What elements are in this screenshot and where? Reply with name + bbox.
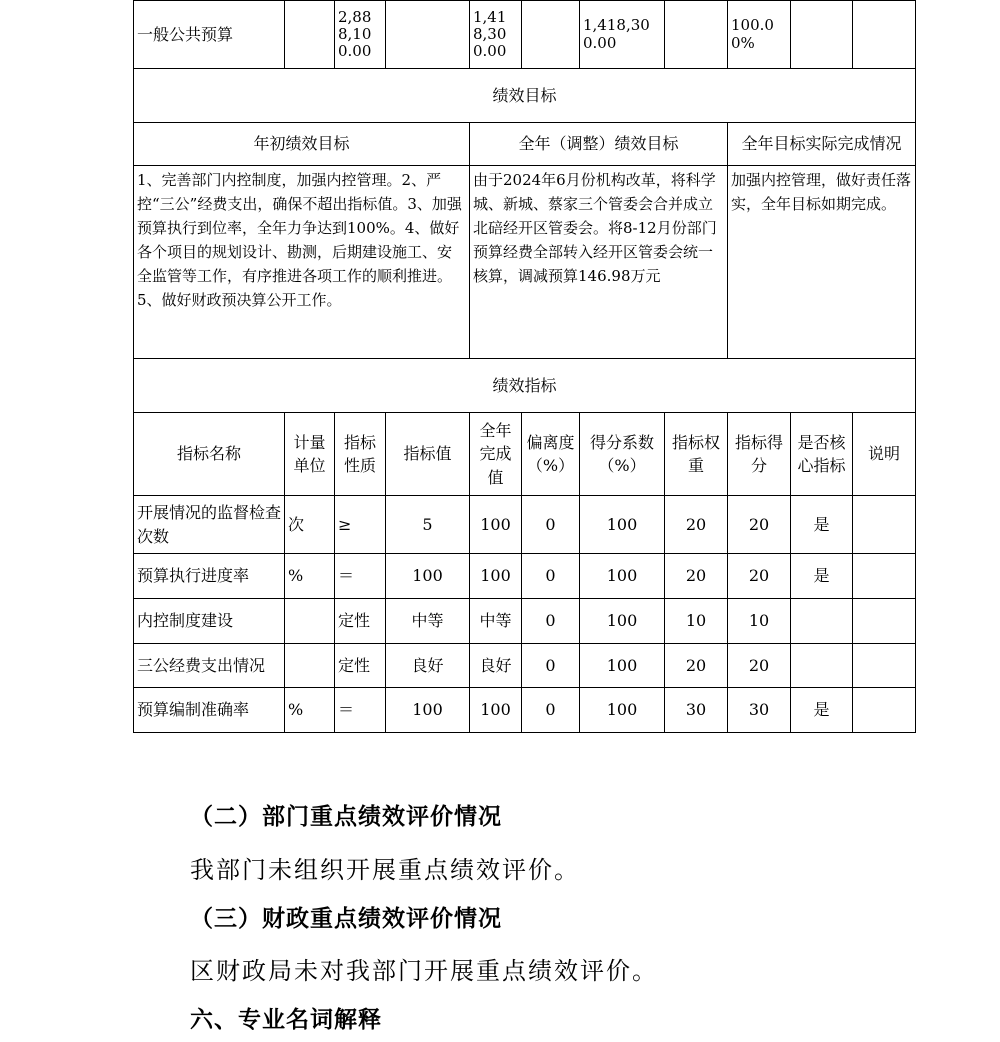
- indicator-deviation: 0: [522, 688, 580, 733]
- header-weight: 指标权重: [665, 413, 728, 496]
- indicator-score: 20: [728, 644, 791, 688]
- indicator-target: 良好: [386, 644, 470, 688]
- indicator-name: 开展情况的监督检查次数: [134, 496, 285, 554]
- header-score: 指标得分: [728, 413, 791, 496]
- budget-cell: 2,888,100.00: [335, 1, 386, 69]
- budget-cell: [791, 1, 853, 69]
- indicator-core: [791, 644, 853, 688]
- indicator-deviation: 0: [522, 554, 580, 599]
- actual-completion-text: 加强内控管理，做好责任落实，全年目标如期完成。: [728, 166, 916, 359]
- section-heading-2: （二）部门重点绩效评价情况: [190, 803, 502, 830]
- indicator-coefficient: 100: [580, 599, 665, 644]
- indicators-section-title: 绩效指标: [134, 359, 916, 413]
- indicator-deviation: 0: [522, 599, 580, 644]
- table-row: [134, 599, 916, 644]
- indicator-target: 100: [386, 554, 470, 599]
- performance-table: [133, 0, 916, 733]
- indicator-deviation: 0: [522, 644, 580, 688]
- indicator-note: [853, 688, 916, 733]
- budget-cell: [285, 1, 335, 69]
- initial-goal-header: 年初绩效目标: [134, 123, 470, 166]
- indicator-weight: 20: [665, 496, 728, 554]
- indicator-actual: 100: [470, 496, 522, 554]
- indicator-unit: 次: [285, 496, 335, 554]
- indicator-weight: 10: [665, 599, 728, 644]
- budget-cell: [665, 1, 728, 69]
- indicator-nature: ＝: [335, 688, 386, 733]
- indicator-nature: 定性: [335, 599, 386, 644]
- budget-cell: [522, 1, 580, 69]
- indicator-unit: %: [285, 688, 335, 733]
- indicator-score: 20: [728, 554, 791, 599]
- header-indicator-name: 指标名称: [134, 413, 285, 496]
- indicator-deviation: 0: [522, 496, 580, 554]
- indicator-target: 中等: [386, 599, 470, 644]
- header-note: 说明: [853, 413, 916, 496]
- indicator-score: 20: [728, 496, 791, 554]
- header-actual: 全年完成值: [470, 413, 522, 496]
- indicator-core: 是: [791, 554, 853, 599]
- actual-completion-header: 全年目标实际完成情况: [728, 123, 916, 166]
- table-row: [134, 554, 916, 599]
- budget-cell: [853, 1, 916, 69]
- indicator-note: [853, 599, 916, 644]
- budget-row: [134, 1, 916, 69]
- header-coefficient: 得分系数（%）: [580, 413, 665, 496]
- section-heading-6: 六、专业名词解释: [190, 1006, 382, 1033]
- paragraph-3: 区财政局未对我部门开展重点绩效评价。: [190, 957, 658, 985]
- indicator-coefficient: 100: [580, 554, 665, 599]
- section-heading-3: （三）财政重点绩效评价情况: [190, 905, 502, 932]
- budget-cell: 1,418,300.00: [470, 1, 522, 69]
- header-target: 指标值: [386, 413, 470, 496]
- indicator-core: 是: [791, 496, 853, 554]
- goals-section-title: 绩效目标: [134, 69, 916, 123]
- indicator-weight: 30: [665, 688, 728, 733]
- budget-name: 一般公共预算: [134, 1, 285, 69]
- budget-cell: 100.00%: [728, 1, 791, 69]
- indicator-coefficient: 100: [580, 688, 665, 733]
- indicator-unit: %: [285, 554, 335, 599]
- indicator-actual: 良好: [470, 644, 522, 688]
- header-core: 是否核心指标: [791, 413, 853, 496]
- initial-goal-text: 1、完善部门内控制度，加强内控管理。2、严控“三公”经费支出，确保不超出指标值。3、加强预算执行到位率，全年力争达到100%。4、做好各个项目的规划设计、勘测，后期建设施工、安全监管等工作，有序推进各项工作的顺利推进。5、做好财政预决算公开工作。: [134, 166, 470, 359]
- indicator-unit: [285, 644, 335, 688]
- indicator-weight: 20: [665, 554, 728, 599]
- indicator-score: 30: [728, 688, 791, 733]
- budget-cell: 1,418,300.00: [580, 1, 665, 69]
- indicator-core: [791, 599, 853, 644]
- indicator-target: 100: [386, 688, 470, 733]
- indicator-actual: 100: [470, 554, 522, 599]
- indicator-coefficient: 100: [580, 496, 665, 554]
- header-nature: 指标性质: [335, 413, 386, 496]
- indicator-note: [853, 554, 916, 599]
- indicators-header-row: [134, 413, 916, 496]
- indicator-core: 是: [791, 688, 853, 733]
- indicator-nature: ≥: [335, 496, 386, 554]
- table-row: [134, 688, 916, 733]
- header-unit: 计量单位: [285, 413, 335, 496]
- table-row: [134, 644, 916, 688]
- table-row: [134, 496, 916, 554]
- indicator-name: 预算编制准确率: [134, 688, 285, 733]
- indicator-actual: 中等: [470, 599, 522, 644]
- indicator-nature: 定性: [335, 644, 386, 688]
- indicator-note: [853, 644, 916, 688]
- indicator-score: 10: [728, 599, 791, 644]
- indicator-coefficient: 100: [580, 644, 665, 688]
- indicator-nature: ＝: [335, 554, 386, 599]
- paragraph-2: 我部门未组织开展重点绩效评价。: [190, 856, 580, 884]
- indicator-name: 预算执行进度率: [134, 554, 285, 599]
- adjusted-goal-header: 全年（调整）绩效目标: [470, 123, 728, 166]
- indicator-target: 5: [386, 496, 470, 554]
- budget-cell: [386, 1, 470, 69]
- indicator-unit: [285, 599, 335, 644]
- indicator-actual: 100: [470, 688, 522, 733]
- indicator-weight: 20: [665, 644, 728, 688]
- indicator-name: 内控制度建设: [134, 599, 285, 644]
- adjusted-goal-text: 由于2024年6月份机构改革，将科学城、新城、蔡家三个管委会合并成立北碚经开区管委会。将8-12月份部门预算经费全部转入经开区管委会统一核算，调减预算146.98万元: [470, 166, 728, 359]
- header-deviation: 偏离度（%）: [522, 413, 580, 496]
- indicator-note: [853, 496, 916, 554]
- indicator-name: 三公经费支出情况: [134, 644, 285, 688]
